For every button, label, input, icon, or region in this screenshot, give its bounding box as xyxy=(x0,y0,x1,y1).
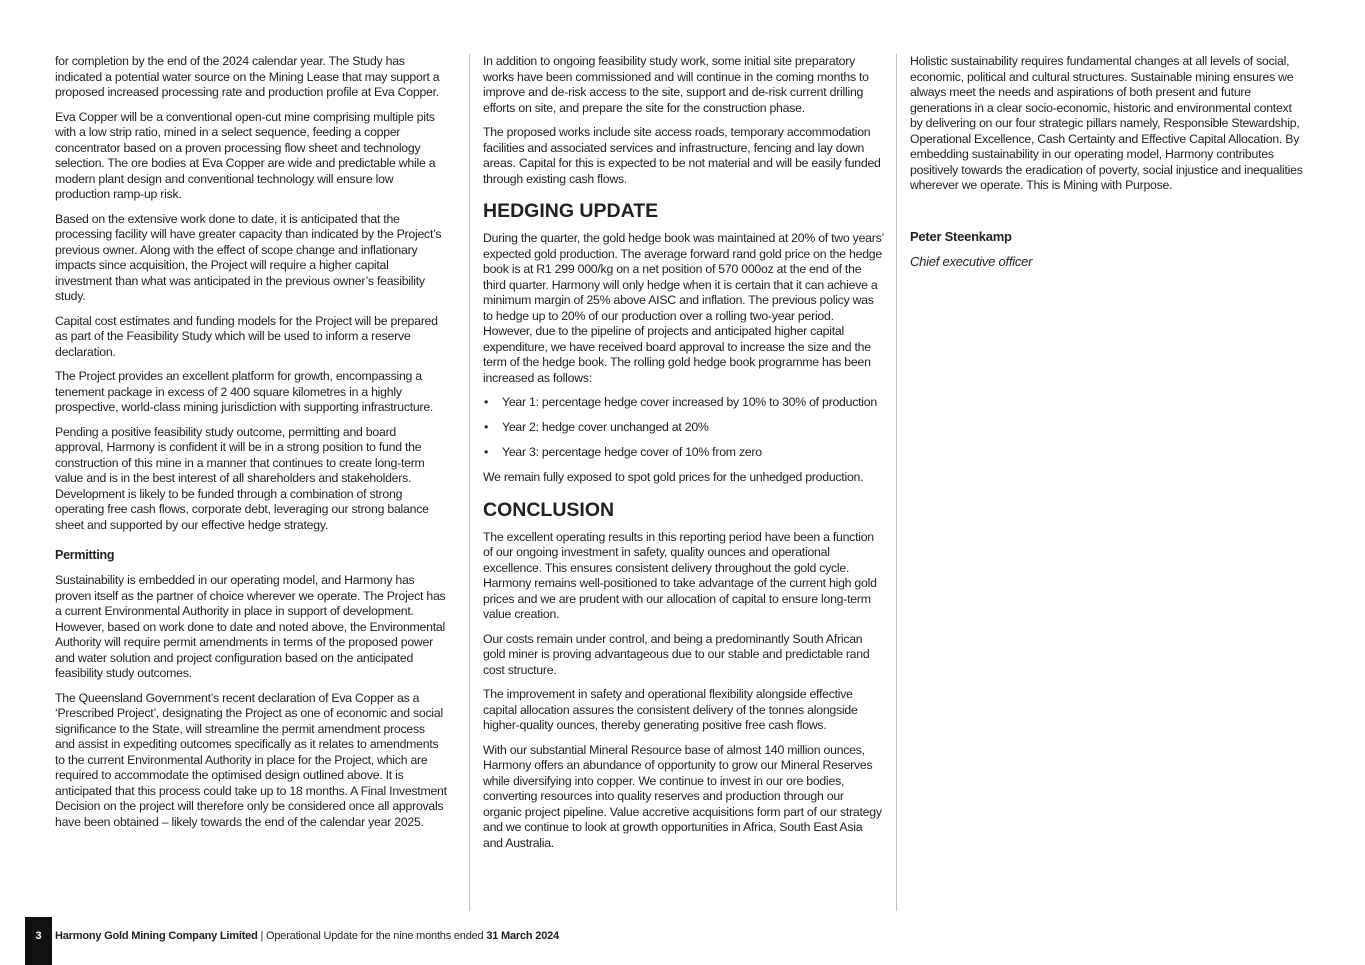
list-item-text: Year 1: percentage hedge cover increased by 10% to 30% of production xyxy=(502,395,877,409)
bullet-icon: • xyxy=(484,445,489,459)
paragraph: The Project provides an excellent platform for growth, encompassing a tenement package in excess of 2 400 square kilometres in a highly prospective, world-class mining jurisdiction with supporting infrastructure. xyxy=(55,369,434,414)
paragraph: for completion by the end of the 2024 calendar year. The Study has indicated a potential water source on the Mining Lease that may support a proposed increased processing rate and production profile at Eva Copper. xyxy=(55,54,440,99)
paragraph: Capital cost estimates and funding models for the Project will be prepared as part of the Feasibility Study which will be used to inform a reserve declaration. xyxy=(55,313,438,359)
paragraph: Our costs remain under control, and being a predominantly South African gold miner is proving advantageous due to our stable and predictable rand cost structure. xyxy=(483,631,870,677)
hedge-bullet-list xyxy=(483,395,885,461)
list-item xyxy=(483,395,885,411)
paragraph: Sustainability is embedded in our operating model, and Harmony has proven itself as the partner of choice wherever we operate. The Project has a current Environmental Authority in place in support of development. However, based on work done to date and noted above, the Environmental Authority will require permit amendments in terms of the proposed power and water solution and project configuration based on the anticipated feasibility study outcomes. xyxy=(55,573,446,680)
bullet-icon: • xyxy=(484,395,489,409)
page-number-box xyxy=(25,917,52,965)
column-divider xyxy=(469,54,470,911)
footer-company: Harmony Gold Mining Company Limited xyxy=(55,930,258,942)
signatory-title: Chief executive officer xyxy=(910,254,1033,269)
paragraph: Holistic sustainability requires fundamental changes at all levels of social, economic, political and cultural structures. Sustainable mining ensures we always meet the needs and aspirations of both present and future generations in a clear socio-economic, historic and environmental context by delivering on our four strategic pillars namely, Responsible Stewardship, Operational Excellence, Cash Certainty and Effective Capital Allocation. By embedding sustainability in our operating model, Harmony contributes positively towards the eradication of poverty, social injustice and inequalities wherever we operate. This is Mining with Purpose. xyxy=(910,54,1303,192)
paragraph: The Queensland Government’s recent declaration of Eva Copper as a ‘Prescribed Project’, designating the Project as one of economic and social significance to the State, will streamline the permit amendment process and assist in expediting outcomes specifically as it relates to amendments to the current Environmental Authority in place for the Project, which are required to accommodate the optimised design outlined above. It is anticipated that this process could take up to 18 months. A Final Investment Decision on the project will therefore only be considered once all approvals have been obtained – likely towards the end of the calendar year 2025. xyxy=(55,690,447,829)
footer-date: 31 March 2024 xyxy=(486,930,559,942)
paragraph: Based on the extensive work done to date, it is anticipated that the processing facility will have greater capacity than indicated by the Project’s previous owner. Along with the effect of scope change and inflationary impacts since acquisition, the Project will require a higher capital investment than what was anticipated in the previous owner’s feasibility study. xyxy=(55,211,442,303)
column-right xyxy=(910,54,1305,270)
signatory-name: Peter Steenkamp xyxy=(910,228,1012,244)
list-item-text: Year 3: percentage hedge cover of 10% from zero xyxy=(502,445,762,459)
list-item-text: Year 2: hedge cover unchanged at 20% xyxy=(502,420,709,434)
paragraph: In addition to ongoing feasibility study work, some initial site preparatory works have been commissioned and will continue in the coming months to improve and de-risk access to the site, support and de-risk current drilling efforts on site, and prepare the site for the construction phase. xyxy=(483,54,869,115)
list-item xyxy=(483,420,885,436)
footer xyxy=(55,930,559,942)
paragraph: We remain fully exposed to spot gold prices for the unhedged production. xyxy=(483,470,864,484)
paragraph: Eva Copper will be a conventional open-cut mine comprising multiple pits with a low strip ratio, mined in a select sequence, feeding a copper concentrator based on a proven processing flow sheet and technology selection. The ore bodies at Eva Copper are wide and predictable while a modern plant design and conventional technology will ensure low production ramp-up risk. xyxy=(55,109,436,201)
footer-separator: | xyxy=(257,930,266,942)
column-middle xyxy=(483,54,885,860)
hedging-update-heading: HEDGING UPDATE xyxy=(483,200,659,222)
conclusion-heading: CONCLUSION xyxy=(483,498,615,521)
paragraph: With our substantial Mineral Resource base of almost 140 million ounces, Harmony offers an abundance of opportunity to grow our Mineral Reserves while diversifying into copper. We continue to invest in our ore bodies, converting resources into quality reserves and production through our organic project pipeline. Value accretive acquisitions form part of our strategy and we continue to look at growth opportunities in Africa, South East Asia and Australia. xyxy=(483,742,882,850)
bullet-icon: • xyxy=(484,420,489,434)
paragraph: The excellent operating results in this reporting period have been a function of our ongoing investment in safety, quality ounces and operational excellence. This ensures consistent delivery throughout the gold cycle. Harmony remains well-positioned to take advantage of the current high gold prices and we are prudent with our allocation of capital to ensure long-term value creation. xyxy=(483,529,877,621)
column-divider xyxy=(896,54,897,911)
list-item xyxy=(483,445,885,461)
footer-description: Operational Update for the nine months ended xyxy=(266,930,487,942)
column-left xyxy=(55,54,447,839)
paragraph: During the quarter, the gold hedge book was maintained at 20% of two years’ expected gold production. The average forward rand gold price on the hedge book is at R1 299 000/kg on a net position of 570 000oz at the end of the third quarter. Harmony will only hedge when it is certain that it can achieve a minimum margin of 25% above AISC and inflation. The previous policy was to hedge up to 20% of our production over a rolling two-year period. However, due to the pipeline of projects and anticipated higher capital expenditure, we have received board approval to increase the size and the term of the hedge book. The rolling gold hedge book programme has been increased as follows: xyxy=(483,231,884,385)
paragraph: Pending a positive feasibility study outcome, permitting and board approval, Harmony is confident it will be in a strong position to fund the construction of this mine in a manner that continues to create long-term value and is in the best interest of all shareholders and stakeholders. Development is likely to be funded through a combination of strong operating free cash flows, corporate debt, leveraging our strong balance sheet and supported by our effective hedge strategy. xyxy=(55,424,429,532)
page-number: 3 xyxy=(35,930,42,942)
permitting-heading: Permitting xyxy=(55,548,115,562)
paragraph: The improvement in safety and operational flexibility alongside effective capital allocation assures the consistent delivery of the tonnes alongside higher-quality ounces, thereby generating positive free cash flows. xyxy=(483,687,858,732)
paragraph: The proposed works include site access roads, temporary accommodation facilities and associated services and infrastructure, fencing and lay down areas. Capital for this is expected to be not material and will be easily funded through existing cash flows. xyxy=(483,125,881,186)
